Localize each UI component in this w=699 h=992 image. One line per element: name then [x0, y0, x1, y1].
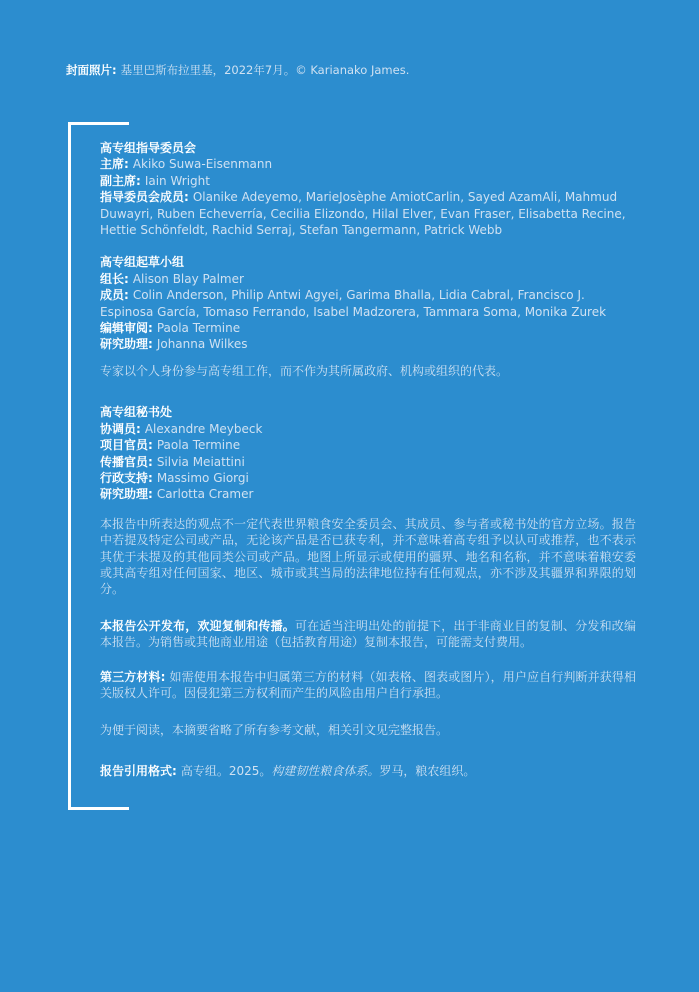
license-text: 可在适当注明出处的前提下，出于非商业目的复制、分发和改编本报告。为销售或其他商业用途（包括教育用途）复制本报告，可能需支付费用。 [100, 618, 636, 650]
steering-members-label: 指导委员会成员: [100, 190, 189, 205]
secretariat-research-assistant-row [100, 486, 636, 502]
editor-row [100, 320, 636, 336]
team-members-row [100, 287, 636, 320]
team-leader-name: Alison Blay Palmer [132, 271, 244, 286]
secretariat-research-assistant-label: 研究助理: [100, 487, 153, 502]
programme-officer-row [100, 437, 636, 453]
coordinator-row [100, 421, 636, 437]
communications-officer-label: 传播官员: [100, 454, 153, 469]
vice-chair-name: Iain Wright [144, 173, 210, 188]
team-members-label: 成员: [100, 288, 129, 303]
disclaimer-paragraph: 本报告中所表达的观点不一定代表世界粮食安全委员会、其成员、参与者或秘书处的官方立场。报告中若提及特定公司或产品，无论该产品是否已获专利，并不意味着高专组予以认可或推荐，也不表示其优于未提及的其他同类公司或产品。地图上所显示或使用的疆界、地名和名称，并不意味着粮安委或其高专组对任何国家、地区、城市或其当局的法律地位持有任何观点，亦不涉及其疆界和界限的划分。 [100, 516, 636, 597]
programme-officer-label: 项目官员: [100, 438, 153, 453]
citation-label: 报告引用格式: [100, 763, 177, 778]
section-title: 高专组指导委员会 [100, 141, 197, 155]
chair-label: 主席: [100, 157, 129, 172]
steering-members-names: Olanike Adeyemo, MarieJosèphe AmiotCarlin, Sayed AzamAli, Mahmud Duwayri, Ruben Echeverría, Cecilia Elizondo, Hilal Elver, Evan Fraser, Elisabetta Recine, Hettie Schönfeldt, Rachid Serraj, Stefan Tangermann, Patrick Webb [100, 190, 626, 238]
license-lead: 本报告公开发布，欢迎复制和传播。 [100, 618, 295, 633]
citation-report-title: 构建韧性粮食体系。 [271, 763, 380, 778]
research-assistant-label: 研究助理: [100, 337, 153, 352]
citation-post: 罗马，粮农组织。 [379, 763, 476, 778]
license-paragraph [100, 618, 636, 651]
citation-pre: 高专组。2025。 [180, 763, 272, 778]
communications-officer-name: Silvia Meiattini [156, 454, 245, 469]
third-party-label: 第三方材料: [100, 669, 166, 684]
research-assistant-name: Johanna Wilkes [156, 337, 248, 352]
communications-officer-row [100, 454, 636, 470]
admin-support-name: Massimo Giorgi [156, 470, 249, 485]
section-title: 高专组起草小组 [100, 255, 185, 270]
team-members-names: Colin Anderson, Philip Antwi Agyei, Garima Bhalla, Lidia Cabral, Francisco J. Espinosa García, Tomaso Ferrando, Isabel Madzorera, Tammara Soma, Monika Zurek [100, 288, 607, 319]
citation-line [100, 763, 636, 779]
section-title: 高专组秘书处 [100, 405, 173, 420]
secretariat-research-assistant-name: Carlotta Cramer [156, 487, 254, 502]
admin-support-label: 行政支持: [100, 470, 153, 485]
team-leader-label: 组长: [100, 271, 129, 286]
cover-photo-credit-text: 基里巴斯布拉里基，2022年7月。© Karianako James. [120, 63, 410, 77]
coordinator-label: 协调员: [100, 421, 141, 436]
programme-officer-name: Paola Termine [156, 438, 241, 453]
steering-members-row [100, 189, 636, 238]
reading-note: 为便于阅读，本摘要省略了所有参考文献，相关引文见完整报告。 [100, 723, 449, 738]
cover-photo-credit-label: 封面照片: [66, 63, 117, 77]
editor-label: 编辑审阅: [100, 321, 153, 336]
third-party-paragraph [100, 669, 636, 702]
chair-name: Akiko Suwa-Eisenmann [132, 157, 273, 172]
drafting-team-section [100, 254, 636, 352]
cover-photo-credit [66, 63, 409, 78]
vice-chair-row [100, 173, 636, 189]
secretariat-section [100, 404, 636, 502]
credits-content [100, 140, 636, 779]
chair-row [100, 156, 636, 172]
independence-note: 专家以个人身份参与高专组工作，而不作为其所属政府、机构或组织的代表。 [100, 363, 509, 378]
research-assistant-row [100, 336, 636, 352]
admin-support-row [100, 470, 636, 486]
coordinator-name: Alexandre Meybeck [144, 421, 263, 436]
team-leader-row [100, 271, 636, 287]
third-party-text: 如需使用本报告中归属第三方的材料（如表格、图表或图片），用户应自行判断并获得相关版权人许可。因侵犯第三方权利而产生的风险由用户自行承担。 [100, 669, 636, 700]
steering-committee-section [100, 140, 636, 238]
editor-name: Paola Termine [156, 321, 241, 336]
vice-chair-label: 副主席: [100, 173, 141, 188]
